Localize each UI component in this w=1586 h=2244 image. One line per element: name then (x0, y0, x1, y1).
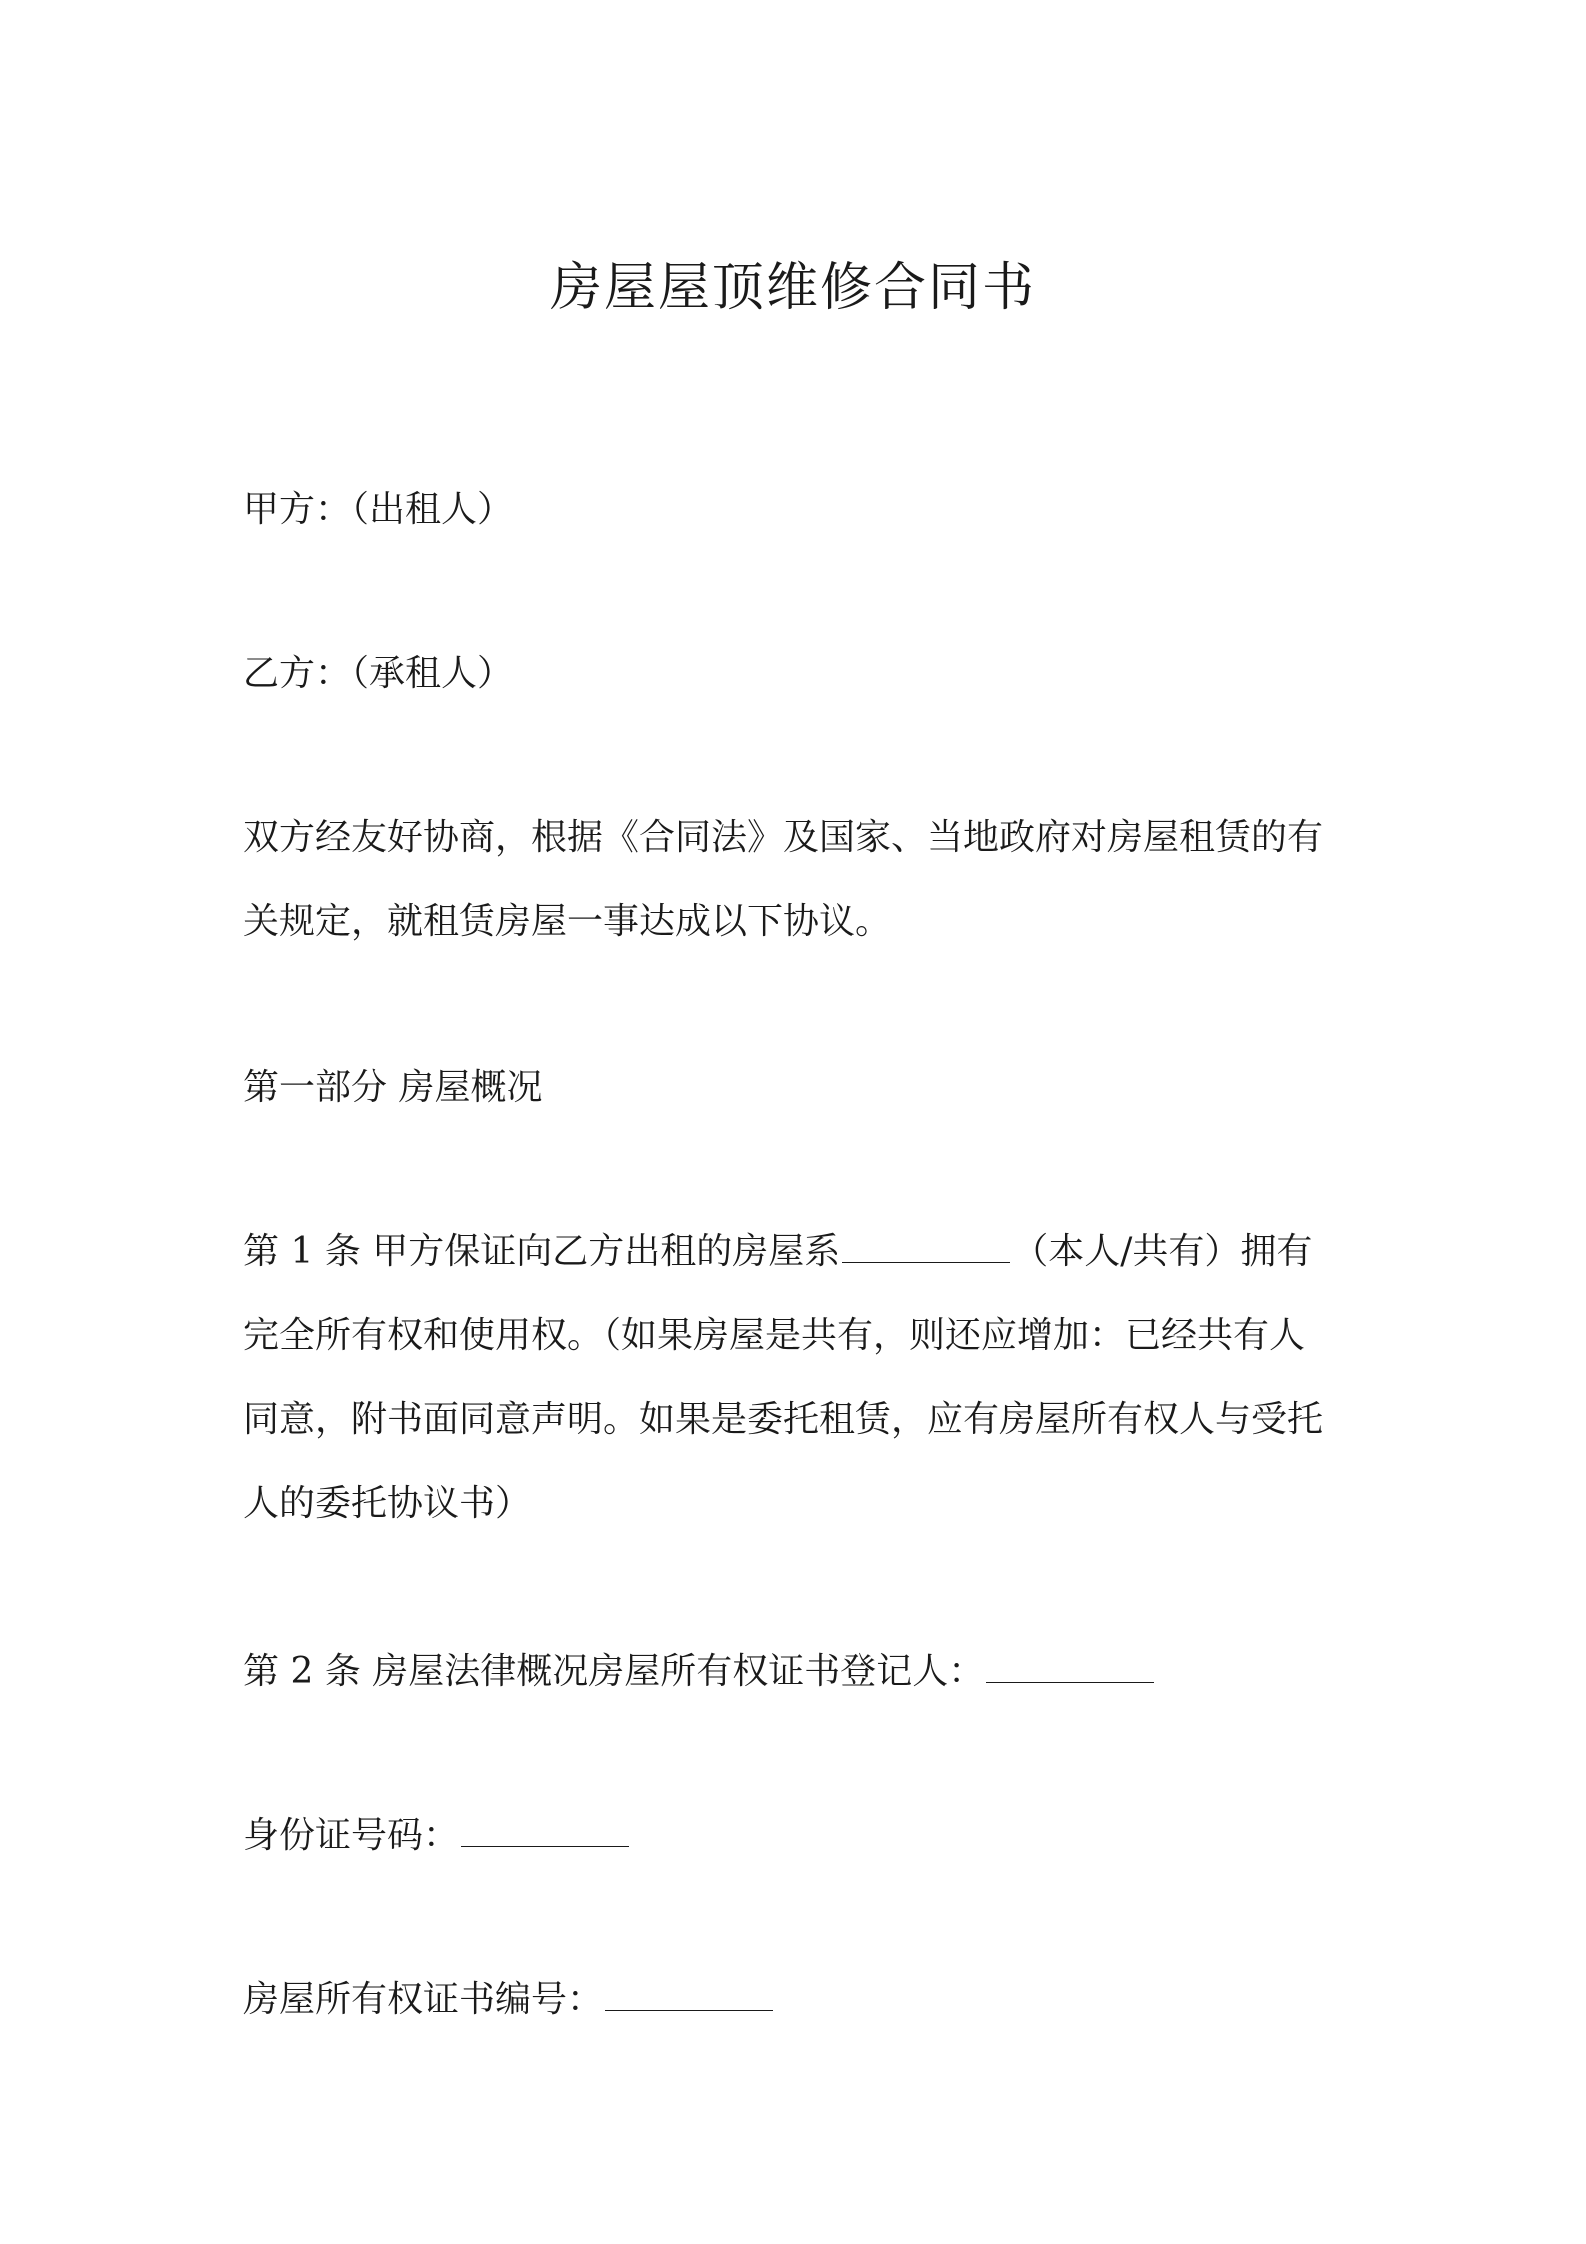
certificate-number-blank (605, 1970, 773, 2011)
article-1-line-3: 同意，附书面同意声明。如果是委托租赁，应有房屋所有权人与受托 (243, 1399, 1324, 1440)
certificate-number-label: 房屋所有权证书编号： (243, 1979, 604, 2020)
preamble-line-1: 双方经友好协商，根据《合同法》及国家、当地政府对房屋租赁的有 (243, 817, 1324, 858)
article-1-line-2: 完全所有权和使用权。（如果房屋是共有，则还应增加：已经共有人 (243, 1315, 1306, 1356)
party-a-line: 甲方：（出租人） (243, 489, 514, 530)
article-1-paragraph (243, 1210, 1353, 1546)
part1-heading: 第一部分 房屋概况 (243, 1067, 543, 1108)
owner-type-blank (842, 1222, 1010, 1263)
certificate-number-line (243, 1958, 1353, 2042)
id-number-label: 身份证号码： (243, 1815, 460, 1856)
registrant-blank (986, 1642, 1154, 1683)
preamble-line-2: 关规定，就租赁房屋一事达成以下协议。 (243, 901, 892, 942)
id-number-blank (461, 1806, 629, 1847)
article-2-line (243, 1630, 1353, 1714)
article-1-line-1 (243, 1210, 1353, 1294)
preamble-paragraph (243, 796, 1353, 964)
article-2-label: 第 2 条 房屋法律概况房屋所有权证书登记人： (243, 1651, 985, 1692)
id-number-line (243, 1794, 1353, 1878)
article-1-text-before-blank: 第 1 条 甲方保证向乙方出租的房屋系 (243, 1231, 841, 1272)
article-1-text-after-blank: （本人/共有）拥有 (1012, 1231, 1313, 1272)
party-b-line: 乙方：（承租人） (243, 653, 514, 694)
article-1-line-4: 人的委托协议书） (243, 1483, 532, 1524)
document-title: 房屋屋顶维修合同书 (549, 258, 1036, 318)
